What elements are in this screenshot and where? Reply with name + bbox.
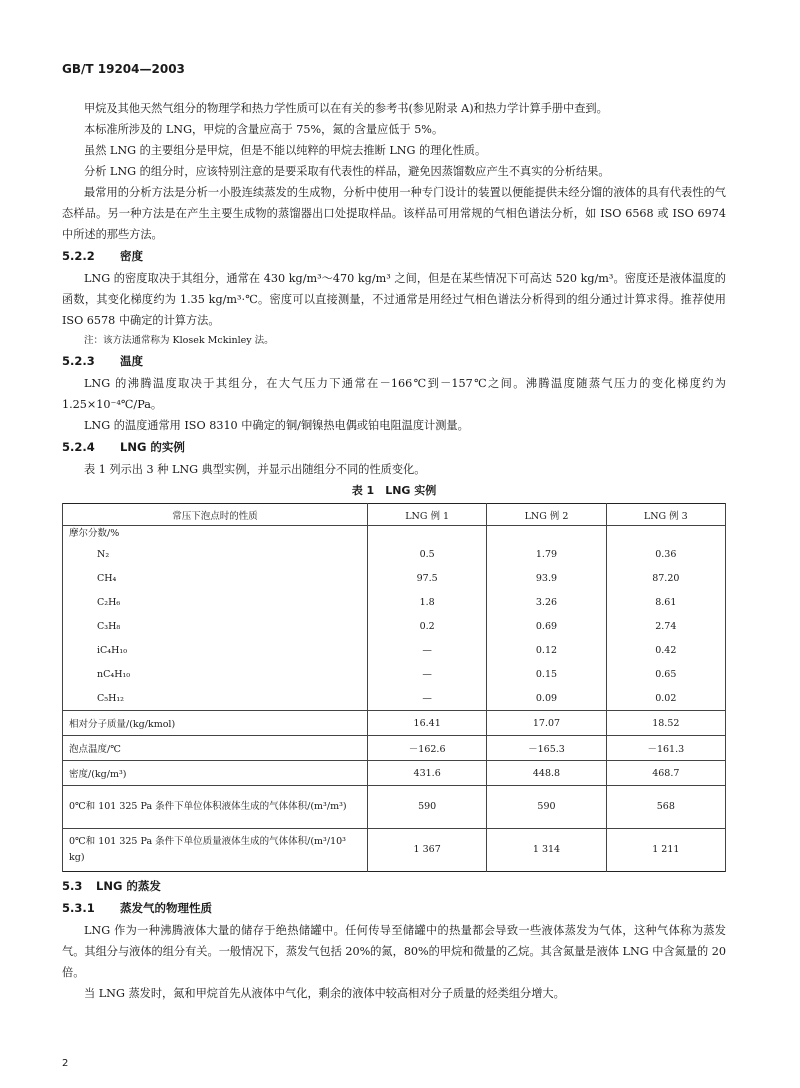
section-heading-5-2-3	[62, 351, 726, 372]
table-row	[63, 614, 726, 638]
cell-value: —	[367, 686, 486, 711]
cell-value: 0.69	[487, 614, 606, 638]
table-header-row	[63, 504, 726, 526]
cell-value: 590	[367, 786, 486, 829]
cell-value: 0.09	[487, 686, 606, 711]
property-name: 相对分子质量/(kg/kmol)	[63, 711, 368, 736]
cell-value: 16.41	[367, 711, 486, 736]
cell-value: 0.2	[367, 614, 486, 638]
cell-value: 568	[606, 786, 725, 829]
section-heading-5-2-2	[62, 246, 726, 267]
section-number: 5.3	[62, 879, 83, 893]
section-heading-5-2-4	[62, 437, 726, 458]
document-body	[62, 98, 726, 1004]
cell-value: 1.79	[487, 542, 606, 566]
header-cell: LNG 例 2	[487, 504, 606, 526]
table-row	[63, 662, 726, 686]
header-cell: LNG 例 1	[367, 504, 486, 526]
standard-code-header: GB/T 19204—2003	[62, 62, 185, 76]
table-row	[63, 526, 726, 543]
component-name: C₅H₁₂	[63, 686, 368, 711]
section-title: 密度	[120, 249, 143, 263]
cell-value: 93.9	[487, 566, 606, 590]
paragraph: 虽然 LNG 的主要组分是甲烷，但是不能以纯粹的甲烷去推断 LNG 的理化性质。	[84, 144, 487, 157]
component-name: N₂	[63, 542, 368, 566]
component-name: nC₄H₁₀	[63, 662, 368, 686]
cell-value: 18.52	[606, 711, 725, 736]
section-number: 5.2.2	[62, 249, 95, 263]
section-title: 温度	[120, 354, 143, 368]
lng-examples-table	[62, 503, 726, 872]
cell-value: 0.5	[367, 542, 486, 566]
section-number: 5.3.1	[62, 901, 95, 915]
header-cell: 常压下泡点时的性质	[63, 504, 368, 526]
cell-value: 8.61	[606, 590, 725, 614]
cell-value: 2.74	[606, 614, 725, 638]
cell-value: 87.20	[606, 566, 725, 590]
cell-value: 590	[487, 786, 606, 829]
paragraph: 本标准所涉及的 LNG，甲烷的含量应高于 75%，氮的含量应低于 5%。	[84, 123, 444, 136]
cell-value: 1 211	[606, 829, 725, 872]
cell-value: －165.3	[487, 736, 606, 761]
cell-value: 0.42	[606, 638, 725, 662]
table-row	[63, 638, 726, 662]
section-title: 蒸发气的物理性质	[120, 901, 212, 915]
cell-value: 1 314	[487, 829, 606, 872]
cell-value: －162.6	[367, 736, 486, 761]
section-number: 5.2.4	[62, 440, 95, 454]
section-title: LNG 的蒸发	[96, 879, 161, 893]
section-heading-5-3	[62, 876, 726, 897]
component-name: C₂H₆	[63, 590, 368, 614]
paragraph: 甲烷及其他天然气组分的物理学和热力学性质可以在有关的参考书(参见附录 A)和热力学计算手册中查到。	[84, 102, 608, 115]
table-row	[63, 761, 726, 786]
cell-value: 3.26	[487, 590, 606, 614]
molar-fraction-label: 摩尔分数/%	[63, 526, 368, 543]
section-number: 5.2.3	[62, 354, 95, 368]
cell-value: 1.8	[367, 590, 486, 614]
paragraph: 当 LNG 蒸发时，氮和甲烷首先从液体中气化，剩余的液体中较高相对分子质量的烃类组分增大。	[84, 987, 565, 1000]
cell-value: －161.3	[606, 736, 725, 761]
cell-value: 0.36	[606, 542, 725, 566]
cell-value: 0.02	[606, 686, 725, 711]
cell-value: 97.5	[367, 566, 486, 590]
component-name: CH₄	[63, 566, 368, 590]
table-row	[63, 542, 726, 566]
table-row	[63, 590, 726, 614]
cell-value: 0.15	[487, 662, 606, 686]
header-cell: LNG 例 3	[606, 504, 725, 526]
note: 注：该方法通常称为 Klosek Mckinley 法。	[84, 335, 274, 346]
property-name: 0℃和 101 325 Pa 条件下单位体积液体生成的气体体积/(m³/m³)	[63, 786, 368, 829]
property-name: 0℃和 101 325 Pa 条件下单位质量液体生成的气体体积/(m³/10³ kg)	[63, 829, 368, 872]
paragraph: 分析 LNG 的组分时，应该特别注意的是要采取有代表性的样品，避免因蒸馏数应产生不真实的分析结果。	[84, 165, 610, 178]
paragraph: LNG 作为一种沸腾液体大量的储存于绝热储罐中。任何传导至储罐中的热量都会导致一些液体蒸发为气体，这种气体称为蒸发气。其组分与液体的组分有关。一般情况下，蒸发气包括 20%的氮，80%的甲烷和微量的乙烷。其含氮量是液体 LNG 中含氮量的 20 倍。	[62, 924, 726, 979]
cell-value: 468.7	[606, 761, 725, 786]
table-row	[63, 686, 726, 711]
page-number: 2	[62, 1058, 69, 1069]
cell-value: —	[367, 638, 486, 662]
table-row	[63, 786, 726, 829]
cell-value: —	[367, 662, 486, 686]
component-name: iC₄H₁₀	[63, 638, 368, 662]
table-row	[63, 736, 726, 761]
paragraph: 表 1 列示出 3 种 LNG 典型实例，并显示出随组分不同的性质变化。	[84, 463, 426, 476]
cell-value: 0.12	[487, 638, 606, 662]
property-name: 泡点温度/℃	[63, 736, 368, 761]
table-caption: 表 1 LNG 实例	[351, 484, 437, 497]
table-row	[63, 566, 726, 590]
paragraph: 最常用的分析方法是分析一小股连续蒸发的生成物，分析中使用一种专门设计的装置以便能提供未经分馏的液体的具有代表性的气态样品。另一种方法是在产生主要生成物的蒸馏器出口处提取样品。该样品可用常规的气相色谱法分析，如 ISO 6568 或 ISO 6974 中所述的那些方法。	[62, 186, 726, 241]
cell-value: 0.65	[606, 662, 725, 686]
property-name: 密度/(kg/m³)	[63, 761, 368, 786]
cell-value: 17.07	[487, 711, 606, 736]
table-row	[63, 711, 726, 736]
cell-value: 431.6	[367, 761, 486, 786]
component-name: C₃H₈	[63, 614, 368, 638]
paragraph: LNG 的沸腾温度取决于其组分，在大气压力下通常在－166℃到－157℃之间。沸腾温度随蒸气压力的变化梯度约为 1.25×10⁻⁴℃/Pa。	[62, 377, 726, 411]
section-title: LNG 的实例	[120, 440, 185, 454]
paragraph: LNG 的温度通常用 ISO 8310 中确定的铜/铜镍热电偶或铂电阻温度计测量。	[84, 419, 469, 432]
section-heading-5-3-1	[62, 898, 726, 919]
cell-value: 448.8	[487, 761, 606, 786]
cell-value: 1 367	[367, 829, 486, 872]
table-row	[63, 829, 726, 872]
paragraph: LNG 的密度取决于其组分，通常在 430 kg/m³～470 kg/m³ 之间，但是在某些情况下可高达 520 kg/m³。密度还是液体温度的函数，其变化梯度约为 1.35 kg/m³·℃。密度可以直接测量，不过通常是用经过气相色谱法分析得到的组分通过计算求得。推荐使用 ISO 6578 中确定的计算方法。	[62, 272, 726, 327]
